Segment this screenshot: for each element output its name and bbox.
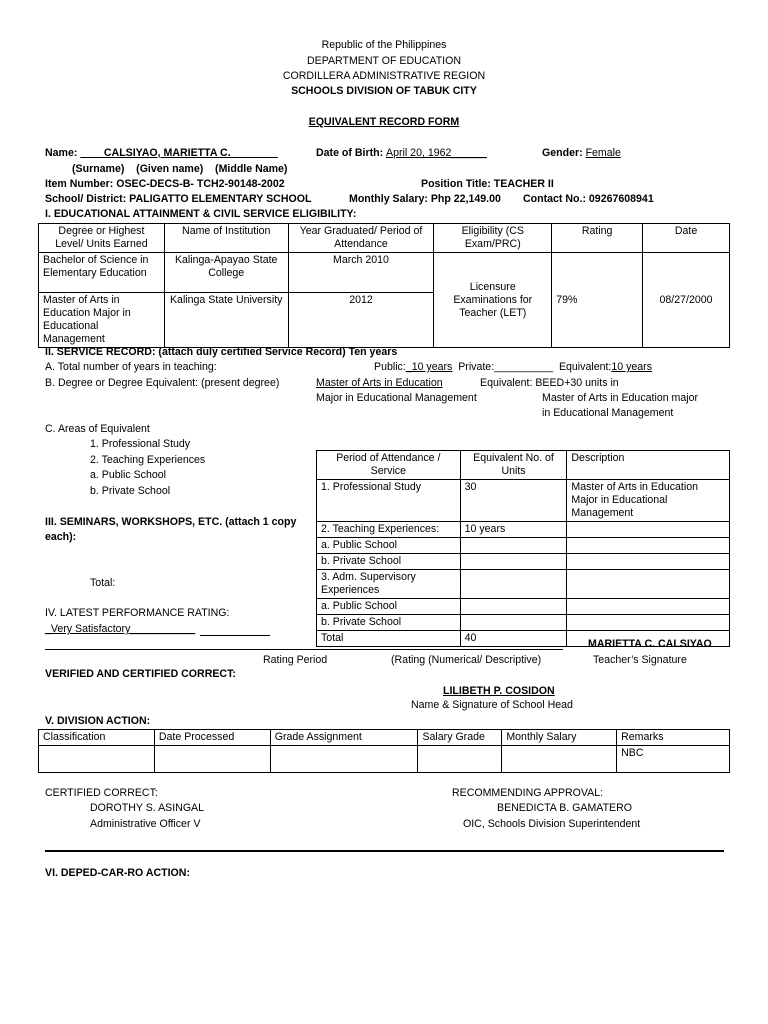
section-divider: [45, 850, 724, 852]
equivalent-desc-cell: Master of Arts in Education Major in Educational Management: [567, 480, 730, 522]
rating-signature-line: [45, 649, 563, 650]
date-processed-cell: [154, 746, 270, 773]
equivalent-line1: Equivalent: BEED+30 units in: [480, 377, 619, 389]
equivalent-row: [317, 480, 730, 522]
equivalent-desc-cell: [567, 615, 730, 631]
grade-assignment-cell: [270, 746, 418, 773]
rating-underline: [200, 635, 270, 636]
section1-title: I. EDUCATIONAL ATTAINMENT & CIVIL SERVICE ELIGIBILITY:: [45, 208, 357, 220]
header-period: Period of Attendance / Service: [317, 451, 461, 480]
equivalent-table: [316, 450, 730, 647]
eligibility-cell: Licensure Examinations for Teacher (LET): [434, 253, 552, 348]
equivalent-period-cell: 3. Adm. Supervisory Experiences: [317, 570, 461, 599]
gender-value: Female: [585, 147, 621, 159]
degree-equivalent-label: B. Degree or Degree Equivalent: (present degree): [45, 377, 280, 389]
area-private-school: b. Private School: [90, 485, 171, 497]
remarks-cell: NBC: [617, 746, 730, 773]
year-cell: 2012: [288, 293, 434, 348]
equivalent-period-cell: a. Public School: [317, 538, 461, 554]
rating-descriptive-caption: (Rating (Numerical/ Descriptive): [391, 654, 542, 666]
monthly-salary-cell: [502, 746, 617, 773]
contact-number: Contact No.: 09267608941: [523, 193, 654, 205]
equivalent-row: [317, 522, 730, 538]
area-professional-study: 1. Professional Study: [90, 438, 191, 450]
area-teaching-experiences: 2. Teaching Experiences: [90, 454, 206, 466]
header-year: Year Graduated/ Period of Attendance: [288, 224, 434, 253]
year-cell: March 2010: [288, 253, 434, 293]
degree-cell: Bachelor of Science in Elementary Education: [39, 253, 165, 293]
equivalent-desc-cell: [567, 570, 730, 599]
header-division: SCHOOLS DIVISION OF TABUK CITY: [291, 85, 477, 97]
date-cell: 08/27/2000: [643, 253, 730, 348]
recommending-name: BENEDICTA B. GAMATERO: [497, 802, 632, 814]
equivalent-row: [317, 554, 730, 570]
header-rating: Rating: [552, 224, 643, 253]
monthly-salary: Monthly Salary: Php 22,149.00: [349, 193, 501, 205]
recommending-title: OIC, Schools Division Superintendent: [463, 818, 641, 830]
rating-cell: 79%: [552, 253, 643, 348]
equivalent-period-cell: b. Private School: [317, 615, 461, 631]
equivalent-units-cell: 30: [460, 480, 567, 522]
gender-field: [542, 147, 621, 160]
header-monthly-salary: Monthly Salary: [502, 730, 617, 746]
equivalent-desc-cell: [567, 554, 730, 570]
area-public-school: a. Public School: [90, 469, 166, 481]
present-degree-major: Major in Educational Management: [316, 392, 477, 404]
education-row: [39, 253, 730, 293]
public-label: Public:: [374, 361, 406, 373]
equivalent-desc-cell: [567, 538, 730, 554]
name-field: [45, 147, 278, 160]
equivalent-period-cell: Total: [317, 631, 461, 647]
equivalent-label: Equivalent:: [558, 361, 612, 373]
equivalent-header-row: [317, 451, 730, 480]
position-title: Position Title: TEACHER II: [421, 178, 554, 190]
degree-cell: Master of Arts in Education Major in Educational Management: [39, 293, 165, 348]
school-head-name: LILIBETH P. COSIDON: [443, 685, 555, 697]
equivalent-units-cell: 40: [460, 631, 567, 647]
header-units: Equivalent No. of Units: [460, 451, 567, 480]
teacher-name: MARIETTA C. CALSIYAO: [588, 638, 712, 650]
education-header-row: [39, 224, 730, 253]
equivalent-units-cell: [460, 599, 567, 615]
verified-label: VERIFIED AND CERTIFIED CORRECT:: [45, 668, 236, 680]
recommending-label: RECOMMENDING APPROVAL:: [452, 787, 604, 799]
form-title: EQUIVALENT RECORD FORM: [308, 116, 460, 128]
division-data-row: [39, 746, 730, 773]
equivalent-line3: in Educational Management: [542, 407, 674, 419]
equivalent-row: [317, 570, 730, 599]
certified-name: DOROTHY S. ASINGAL: [90, 802, 205, 814]
equivalent-period-cell: a. Public School: [317, 599, 461, 615]
header-institution: Name of Institution: [164, 224, 288, 253]
header-republic: Republic of the Philippines: [321, 39, 447, 51]
performance-rating-value: _Very Satisfactory___________: [45, 623, 196, 635]
certified-correct-label: CERTIFIED CORRECT:: [45, 787, 158, 799]
institution-cell: Kalinga State University: [164, 293, 288, 348]
equivalent-period-cell: b. Private School: [317, 554, 461, 570]
institution-cell: Kalinga-Apayao State College: [164, 253, 288, 293]
section3-title-cont: each):: [45, 531, 77, 543]
equivalent-period-cell: 1. Professional Study: [317, 480, 461, 522]
section2-title: II. SERVICE RECORD: (attach duly certified Service Record) Ten years: [45, 346, 398, 358]
gender-label: Gender:: [542, 147, 586, 159]
salary-grade-cell: [418, 746, 502, 773]
education-table: [38, 223, 730, 348]
equivalent-units-cell: [460, 538, 567, 554]
name-value: ____CALSIYAO, MARIETTA C.________: [80, 147, 278, 159]
equivalent-period-cell: 2. Teaching Experiences:: [317, 522, 461, 538]
equivalent-desc-cell: [567, 522, 730, 538]
header-date: Date: [643, 224, 730, 253]
header-grade-assignment: Grade Assignment: [270, 730, 418, 746]
equivalent-row: [317, 615, 730, 631]
equivalent-row: [317, 599, 730, 615]
division-action-table: [38, 729, 730, 773]
section3-title: III. SEMINARS, WORKSHOPS, ETC. (attach 1 copy: [45, 516, 297, 528]
classification-cell: [39, 746, 155, 773]
name-label: Name:: [45, 147, 81, 159]
section5-title: V. DIVISION ACTION:: [45, 715, 151, 727]
equivalent-years: 10 years: [611, 361, 653, 373]
equivalent-line2: Master of Arts in Education major: [542, 392, 699, 404]
dob-value: April 20, 1962______: [386, 147, 487, 159]
section6-title: VI. DEPED-CAR-RO ACTION:: [45, 867, 190, 879]
section4-title: IV. LATEST PERFORMANCE RATING:: [45, 607, 230, 619]
total-years-label: A. Total number of years in teaching:: [45, 361, 217, 373]
teacher-signature-caption: Teacher’s Signature: [593, 654, 687, 666]
item-number: Item Number: OSEC-DECS-B- TCH2-90148-2002: [45, 178, 285, 190]
header-region: CORDILLERA ADMINISTRATIVE REGION: [282, 70, 486, 82]
header-remarks: Remarks: [617, 730, 730, 746]
present-degree: Master of Arts in Education: [316, 377, 443, 389]
school-district: School/ District: PALIGATTO ELEMENTARY SCHOOL: [45, 193, 312, 205]
equivalent-units-cell: [460, 615, 567, 631]
division-header-row: [39, 730, 730, 746]
header-description: Description: [567, 451, 730, 480]
header-degree: Degree or Highest Level/ Units Earned: [39, 224, 165, 253]
public-years: _10 years: [405, 361, 453, 373]
name-parts-caption: (Surname) (Given name) (Middle Name): [72, 163, 288, 175]
header-date-processed: Date Processed: [154, 730, 270, 746]
header-salary-grade: Salary Grade: [418, 730, 502, 746]
header-classification: Classification: [39, 730, 155, 746]
equivalent-units-cell: [460, 554, 567, 570]
rating-period-caption: Rating Period: [263, 654, 328, 666]
total-years-values: [374, 361, 652, 374]
header-eligibility: Eligibility (CS Exam/PRC): [434, 224, 552, 253]
dob-field: [316, 147, 487, 160]
equivalent-units-cell: 10 years: [460, 522, 567, 538]
equivalent-desc-cell: [567, 599, 730, 615]
school-head-caption: Name & Signature of School Head: [411, 699, 573, 711]
seminars-total-label: Total:: [90, 577, 116, 589]
equivalent-row: [317, 538, 730, 554]
equivalent-units-cell: [460, 570, 567, 599]
certified-title: Administrative Officer V: [90, 818, 201, 830]
header-department: DEPARTMENT OF EDUCATION: [306, 55, 461, 67]
dob-label: Date of Birth:: [316, 147, 387, 159]
private-years: Private:__________: [458, 361, 554, 373]
areas-equivalent-label: C. Areas of Equivalent: [45, 423, 150, 435]
